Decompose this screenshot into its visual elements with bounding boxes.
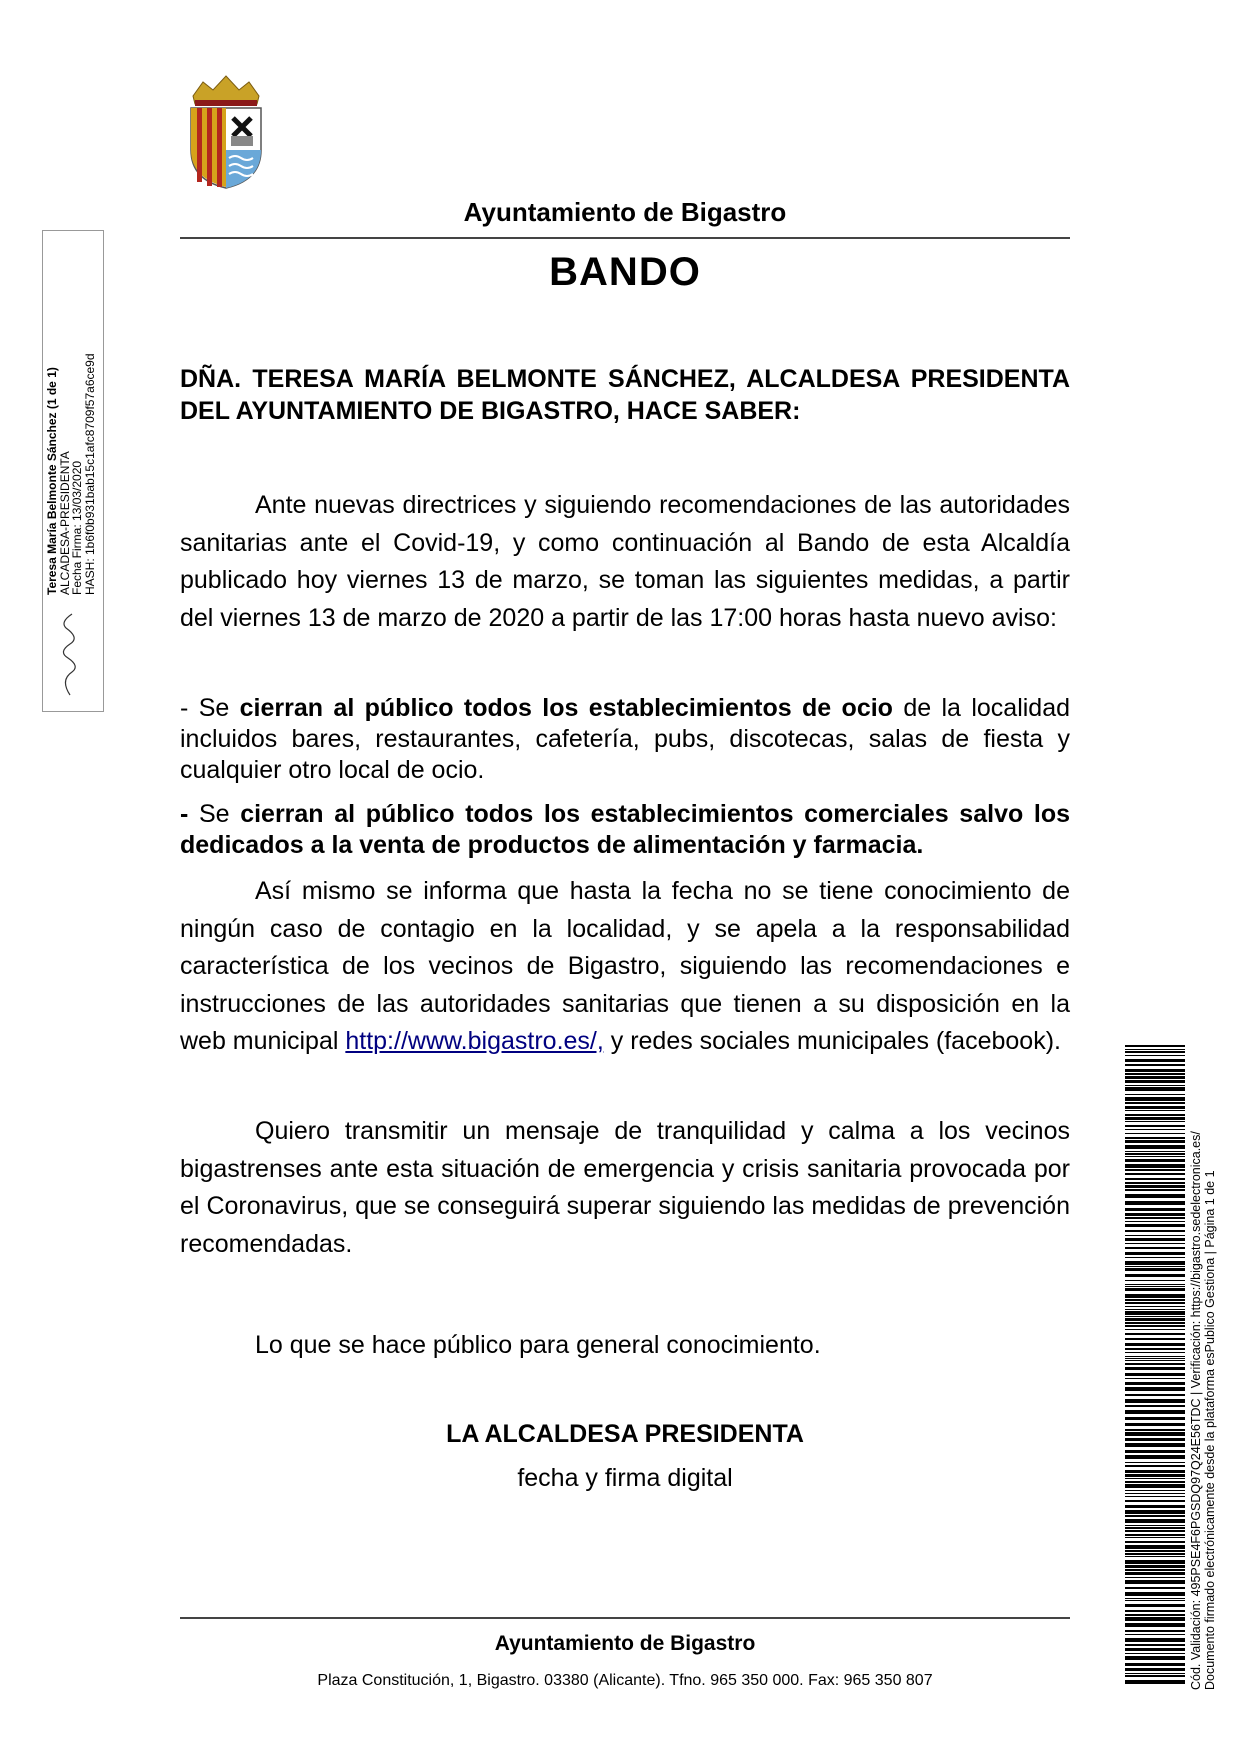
footer-divider <box>180 1617 1070 1619</box>
barcode-bar <box>1125 1617 1185 1621</box>
barcode-bar <box>1125 1261 1185 1265</box>
barcode-bar <box>1125 1668 1185 1671</box>
validation-details <box>1190 1131 1217 1690</box>
coat-of-arms-icon <box>183 72 269 190</box>
barcode-bar <box>1125 1333 1185 1335</box>
barcode-bar <box>1125 1484 1185 1488</box>
barcode-bar <box>1125 1159 1185 1162</box>
barcode-bar <box>1125 1338 1185 1340</box>
paragraph-calm: Quiero transmitir un mensaje de tranquilidad y calma a los vecinos bigastrenses ante esta situación de emergencia y crisis sanitaria provocada por el Coronavirus, que se conseguirá superar siguiendo las medidas de prevención recomendadas. <box>180 1117 1070 1258</box>
validation-platform: Documento firmado electrónicamente desde la plataforma esPublico Gestiona | Página 1 de 1 <box>1202 1170 1217 1690</box>
barcode-bar <box>1125 1221 1185 1222</box>
barcode-bar <box>1125 1560 1185 1564</box>
barcode-bar <box>1125 1600 1185 1601</box>
barcode-bar <box>1125 1299 1185 1301</box>
barcode-bar <box>1125 1311 1185 1315</box>
barcode-bar <box>1125 1410 1185 1414</box>
barcode-bar <box>1125 1102 1185 1104</box>
barcode-bar <box>1125 1680 1185 1684</box>
barcode-bar <box>1125 1266 1185 1267</box>
barcode-bar <box>1125 1623 1185 1627</box>
barcode-bar <box>1125 1438 1185 1441</box>
barcode-bar <box>1125 1059 1185 1062</box>
barcode-bar <box>1125 1638 1185 1642</box>
barcode-bar <box>1125 1049 1185 1050</box>
measure-leisure-prefix: - Se <box>180 694 240 722</box>
barcode-bar <box>1125 1510 1185 1514</box>
measure-commerce-dash: - <box>180 800 199 828</box>
barcode-bar <box>1125 1598 1185 1599</box>
measure-leisure-bold: cierran al público todos los establecimientos de ocio <box>239 694 893 722</box>
validation-code: Cód. Validación: 495PSE4F6PGSDQ97Q24E56TDC | Verificación: https://bigastro.sedelectronica.es/ <box>1189 1131 1203 1690</box>
barcode-bar <box>1125 1474 1185 1477</box>
signature-note: fecha y firma digital <box>517 1464 733 1492</box>
validation-barcode <box>1125 1045 1185 1690</box>
signer-office: ALCADESA-PRESIDENTA <box>57 451 72 595</box>
barcode-bar <box>1125 1238 1185 1241</box>
paragraph-information-end: y redes sociales municipales (facebook). <box>603 1027 1061 1055</box>
barcode-bar <box>1125 1133 1185 1134</box>
footer-title: Ayuntamiento de Bigastro <box>494 1632 756 1655</box>
barcode-bar <box>1125 1178 1185 1180</box>
barcode-bar <box>1125 1153 1185 1155</box>
barcode-bar <box>1125 1182 1185 1184</box>
barcode-bar <box>1125 1577 1185 1578</box>
barcode-bar <box>1125 1173 1185 1175</box>
barcode-bar <box>1125 1243 1185 1244</box>
barcode-bar <box>1125 1367 1185 1370</box>
barcode-bar <box>1125 1519 1185 1523</box>
barcode-bar <box>1125 1322 1185 1324</box>
barcode-bar <box>1125 1294 1185 1298</box>
barcode-bar <box>1125 1363 1185 1365</box>
barcode-bar <box>1125 1663 1185 1666</box>
barcode-bar <box>1125 1490 1185 1491</box>
barcode-bar <box>1125 1429 1185 1431</box>
barcode-bar <box>1125 1352 1185 1353</box>
barcode-bar <box>1125 1455 1185 1459</box>
barcode-bar <box>1125 1541 1185 1543</box>
barcode-bar <box>1125 1634 1185 1635</box>
barcode-bar <box>1125 1064 1185 1066</box>
barcode-bar <box>1125 1610 1185 1612</box>
barcode-bar <box>1125 1121 1185 1122</box>
barcode-bar <box>1125 1515 1185 1517</box>
barcode-bar <box>1125 1470 1185 1473</box>
barcode-bar <box>1125 1325 1185 1327</box>
barcode-bar <box>1125 1137 1185 1139</box>
barcode-bar <box>1125 1110 1185 1111</box>
barcode-bar <box>1125 1387 1185 1391</box>
barcode-bar <box>1125 1055 1185 1056</box>
barcode-bar <box>1125 1189 1185 1191</box>
barcode-bar <box>1125 1268 1185 1271</box>
barcode-bar <box>1125 1493 1185 1494</box>
barcode-bar <box>1125 1213 1185 1216</box>
barcode-bar <box>1125 1360 1185 1361</box>
barcode-bar <box>1125 1045 1185 1047</box>
paragraph-information <box>180 873 1070 1061</box>
barcode-bar <box>1125 1164 1185 1168</box>
barcode-bar <box>1125 1556 1185 1557</box>
digital-signature-details <box>46 353 96 595</box>
barcode-bar <box>1125 1201 1185 1205</box>
barcode-bar <box>1125 1405 1185 1407</box>
signature-date: Fecha Firma: 13/03/2020 <box>70 460 84 595</box>
barcode-bar <box>1125 1545 1185 1549</box>
barcode-bar <box>1125 1306 1185 1307</box>
barcode-bar <box>1125 1194 1185 1198</box>
barcode-bar <box>1125 1097 1185 1101</box>
barcode-bar <box>1125 1085 1185 1086</box>
barcode-bar <box>1125 1156 1185 1157</box>
barcode-bar <box>1125 1356 1185 1357</box>
barcode-bar <box>1125 1125 1185 1127</box>
barcode-bar <box>1125 1572 1185 1575</box>
barcode-bar <box>1125 1252 1185 1255</box>
barcode-bar <box>1125 1217 1185 1219</box>
barcode-bar <box>1125 1569 1185 1571</box>
barcode-bar <box>1125 1478 1185 1479</box>
barcode-bar <box>1125 1675 1185 1677</box>
barcode-bar <box>1125 1462 1185 1463</box>
barcode-bar <box>1125 1432 1185 1436</box>
barcode-bar <box>1125 1417 1185 1420</box>
barcode-bar <box>1125 1235 1185 1236</box>
barcode-bar <box>1125 1316 1185 1317</box>
barcode-bar <box>1125 1343 1185 1346</box>
barcode-bar <box>1125 1382 1185 1385</box>
barcode-bar <box>1125 1286 1185 1287</box>
barcode-bar <box>1125 1318 1185 1321</box>
barcode-bar <box>1125 1443 1185 1447</box>
barcode-bar <box>1125 1550 1185 1552</box>
barcode-bar <box>1125 1274 1185 1277</box>
barcode-bar <box>1125 1076 1185 1079</box>
barcode-bar <box>1125 1450 1185 1453</box>
barcode-bar <box>1125 1080 1185 1083</box>
barcode-bar <box>1125 1169 1185 1171</box>
barcode-bar <box>1125 1534 1185 1536</box>
signer-role: LA ALCALDESA PRESIDENTA <box>446 1420 804 1448</box>
barcode-bar <box>1125 1185 1185 1188</box>
barcode-bar <box>1125 1614 1185 1616</box>
measure-commerce-bold: cierran al público todos los establecimientos comerciales salvo los dedicados a la venta de productos de alimentación y farmacia. <box>180 800 1070 859</box>
handwritten-signature-icon <box>50 600 90 700</box>
barcode-bar <box>1125 1530 1185 1532</box>
barcode-bar <box>1125 1505 1185 1508</box>
barcode-bar <box>1125 1073 1185 1075</box>
barcode-bar <box>1125 1145 1185 1149</box>
document-title: BANDO <box>549 250 701 294</box>
header-divider <box>180 237 1070 239</box>
paragraph-information-text: Así mismo se informa que hasta la fecha no se tiene conocimiento de ningún caso de contagio en la localidad, y se apela a la responsabilidad característica de los vecinos de Bigastro, siguiendo las recomendaciones e instrucciones de las autoridades sanitarias que tienen a su disposición en la web municipal <box>180 877 1070 1055</box>
barcode-bar <box>1125 1087 1185 1091</box>
barcode-bar <box>1125 1284 1185 1285</box>
barcode-bar <box>1125 1208 1185 1211</box>
barcode-bar <box>1125 1423 1185 1426</box>
barcode-bar <box>1125 1500 1185 1502</box>
barcode-bar <box>1125 1653 1185 1654</box>
barcode-bar <box>1125 1151 1185 1152</box>
barcode-bar <box>1125 1553 1185 1555</box>
barcode-bar <box>1125 1302 1185 1304</box>
barcode-bar <box>1125 1525 1185 1526</box>
barcode-bar <box>1125 1329 1185 1330</box>
barcode-bar <box>1125 1051 1185 1053</box>
barcode-bar <box>1125 1117 1185 1120</box>
barcode-bar <box>1125 1537 1185 1538</box>
signer-name: Teresa María Belmonte Sánchez (1 de 1) <box>45 367 59 595</box>
barcode-bar <box>1125 1140 1185 1143</box>
measure-commerce-prefix: Se <box>198 800 241 828</box>
barcode-bar <box>1125 1399 1185 1403</box>
paragraph-measures: Ante nuevas directrices y siguiendo recomendaciones de las autoridades sanitarias ante el Covid-19, y como continuación al Bando de esta Alcaldía publicado hoy viernes 13 de marzo, se toman las siguientes medidas, a partir del viernes 13 de marzo de 2020 a partir de las 17:00 horas hasta nuevo aviso: <box>180 491 1070 632</box>
measure-leisure <box>180 693 1070 786</box>
barcode-bar <box>1125 1094 1185 1095</box>
barcode-bar <box>1125 1527 1185 1529</box>
municipal-website-link[interactable]: http://www.bigastro.es/, <box>345 1027 604 1055</box>
barcode-bar <box>1125 1288 1185 1291</box>
barcode-bar <box>1125 1378 1185 1379</box>
footer-address: Plaza Constitución, 1, Bigastro. 03380 (Alicante). Tfno. 965 350 000. Fax: 965 350 807 <box>317 1672 933 1689</box>
closing-line: Lo que se hace público para general conocimiento. <box>255 1331 821 1359</box>
barcode-bar <box>1125 1604 1185 1607</box>
barcode-bar <box>1125 1257 1185 1258</box>
barcode-bar <box>1125 1587 1185 1589</box>
barcode-bar <box>1125 1656 1185 1660</box>
signature-hash: HASH: 1b6f0b931bab15c1afc8709f57a6ce9d <box>82 353 97 595</box>
barcode-bar <box>1125 1648 1185 1651</box>
barcode-bar <box>1125 1247 1185 1249</box>
barcode-bar <box>1125 1481 1185 1483</box>
barcode-bar <box>1125 1069 1185 1072</box>
barcode-bar <box>1125 1580 1185 1584</box>
barcode-bar <box>1125 1565 1185 1568</box>
barcode-bar <box>1125 1630 1185 1632</box>
header-title: Ayuntamiento de Bigastro <box>463 197 787 227</box>
barcode-bar <box>1125 1496 1185 1497</box>
barcode-bar <box>1125 1280 1185 1281</box>
measure-commerce <box>180 799 1070 861</box>
measure-leisure-rest: de la localidad incluidos bares, restaurantes, cafetería, pubs, discotecas, salas de fiesta y cualquier otro local de ocio. <box>180 694 1071 784</box>
barcode-bar <box>1125 1230 1185 1232</box>
barcode-bar <box>1125 1106 1185 1109</box>
barcode-bar <box>1125 1224 1185 1227</box>
barcode-bar <box>1125 1592 1185 1596</box>
barcode-bar <box>1125 1373 1185 1376</box>
barcode-bar <box>1125 1465 1185 1467</box>
barcode-bar <box>1125 1358 1185 1359</box>
intro-heading: DÑA. TERESA MARÍA BELMONTE SÁNCHEZ, ALCALDESA PRESIDENTA DEL AYUNTAMIENTO DE BIGASTRO, HACE SABER: <box>180 365 1070 425</box>
barcode-bar <box>1125 1348 1185 1350</box>
barcode-bar <box>1125 1644 1185 1646</box>
barcode-bar <box>1125 1673 1185 1674</box>
barcode-bar <box>1125 1309 1185 1310</box>
barcode-bar <box>1125 1129 1185 1130</box>
barcode-bar <box>1125 1114 1185 1116</box>
barcode-bar <box>1125 1394 1185 1396</box>
